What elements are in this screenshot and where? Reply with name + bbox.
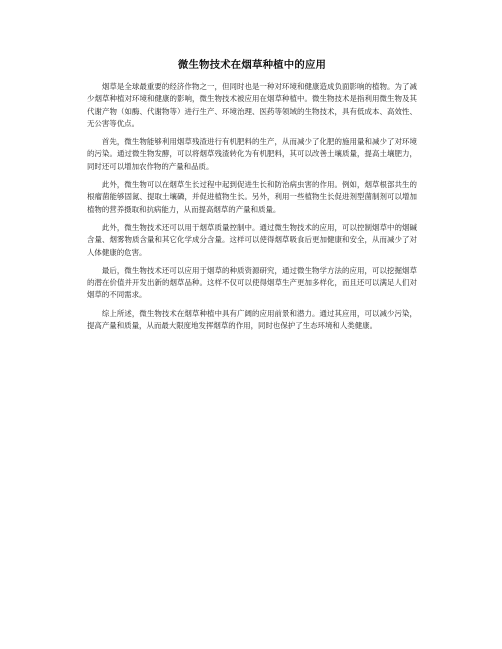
paragraph-germplasm-research: 最后，微生物技术还可以应用于烟草的种质资源研究，通过微生物学方法的应用，可以挖掘烟草的潜在价值并开发出新的烟草品种。这样不仅可以使得烟草生产更加多样化，而且还可以满足人们对烟草的不同需求。 <box>87 265 417 300</box>
paragraph-quality-control: 此外，微生物技术还可以用于烟草质量控制中。通过微生物技术的应用，可以控制烟草中的烟碱含量、烟雾物质含量和其它化学成分含量。这样可以使得烟草吸食后更加健康和安全，从而减少了对人体健康的危害。 <box>87 222 417 257</box>
paragraph-conclusion: 综上所述，微生物技术在烟草种植中具有广阔的应用前景和潜力。通过其应用，可以减少污染，提高产量和质量，从而最大限度地发挥烟草的作用，同时也保护了生态环境和人类健康。 <box>87 308 417 331</box>
document-title: 微生物技术在烟草种植中的应用 <box>177 59 327 71</box>
document-page <box>87 56 417 338</box>
paragraph-growth-promotion: 此外，微生物可以在烟草生长过程中起到促进生长和防治病虫害的作用。例如，烟草根部共生的根瘤菌能够固氮、提取土壤磷，并促进植物生长。另外，利用一些植物生长促进剂型菌制剂可以增加植物的营养摄取和抗病能力，从而提高烟草的产量和质量。 <box>87 180 417 214</box>
paragraph-organic-fertilizer: 首先，微生物能够利用烟草残渣进行有机肥料的生产，从而减少了化肥的施用量和减少了对环境的污染。通过微生物发酵，可以将烟草残渣转化为有机肥料，其可以改善土壤质量，提高土壤肥力，同时还可以增加农作物的产量和品质。 <box>87 137 417 171</box>
paragraph-intro: 烟草是全球最重要的经济作物之一，但同时也是一种对环境和健康造成负面影响的植物。为了减少烟草种植对环境和健康的影响，微生物技术被应用在烟草种植中。微生物技术是指利用微生物及其代谢产物（如酶、代谢物等）进行生产、环境治理、医药等领域的生物技术，具有低成本、高效性、无公害等优点。 <box>87 82 417 128</box>
